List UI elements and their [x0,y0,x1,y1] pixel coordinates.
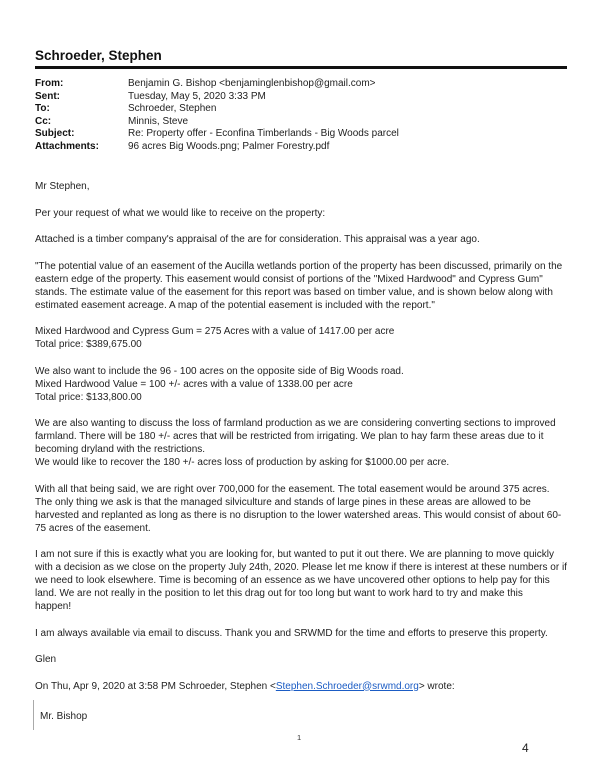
from-label: From: [35,78,64,89]
paragraph-line: Total price: $389,675.00 [35,339,142,350]
quote-indent-bar [33,700,34,730]
cc-row [35,116,575,129]
paragraph-quote [35,260,570,312]
greeting: Mr Stephen, [35,181,90,192]
paragraph-hardwood-cypress [35,325,570,351]
paragraph-line: estimated easement acreage. A map of the potential easement is included with the report." [35,299,435,311]
sent-value: Tuesday, May 5, 2020 3:33 PM [128,90,266,102]
sent-row [35,91,575,104]
paragraph-line: "The potential value of an easement of the Aucilla wetlands portion of the property has been discussed, primarily on the [35,260,563,272]
paragraph-line: farmland. There will be 180 +/- acres that will be restricted from irrigating. We plan to hay farm these areas due to it [35,431,544,442]
paragraph-appraisal: Attached is a timber company's appraisal of the are for consideration. This appraisal was a year ago. [35,234,480,245]
paragraph-line: becoming dryland with the restrictions. [35,444,206,455]
paragraph-availability: I am always available via email to discuss. Thank you and SRWMD for the time and efforts to preserve this property. [35,627,548,639]
header-divider [35,66,567,69]
paragraph-line: 75 acres of the easement. [35,522,151,534]
paragraph-line: With all that being said, we are right over 700,000 for the easement. The total easement would be around 375 acres. [35,483,550,495]
signoff: Glen [35,654,57,665]
to-value: Schroeder, Stephen [128,103,217,115]
paragraph-additional-acres [35,365,570,404]
paragraph-timeline [35,548,570,613]
to-row [35,103,575,116]
email-link[interactable]: Stephen.Schroeder@srwmd.org [275,680,419,692]
to-label: To: [35,103,50,115]
paragraph-line: we need to look elsewhere. Time is becoming of an essence as we have uncovered other options to help pay for this [35,575,550,586]
paragraph-line: happen! [35,601,72,612]
subject-row [35,128,575,141]
subject-value: Re: Property offer - Econfina Timberlands - Big Woods parcel [128,128,399,140]
from-row [35,78,575,91]
paragraph-line: We are also wanting to discuss the loss of farmland production as we are considering converting sections to improved [35,418,556,429]
subject-label: Subject: [35,128,75,140]
paragraph-line: I am not sure if this is exactly what you are looking for, but wanted to put it out there. We are planning to move quickly [35,549,554,560]
paragraph-farmland [35,417,570,469]
paragraph-total-easement [35,483,570,535]
from-value: Benjamin G. Bishop <benjaminglenbishop@gmail.com> [128,78,376,89]
cc-label: Cc: [35,115,52,127]
attachments-value: 96 acres Big Woods.png; Palmer Forestry.pdf [128,140,330,152]
email-body [35,180,570,706]
paragraph-line: stands. The estimate value of the easement for this report was based on timber value, and is shown below along with [35,286,553,298]
paragraph-request: Per your request of what we would like to receive on the property: [35,207,326,219]
page-number: 1 [297,733,302,742]
quoted-reply-intro [35,680,570,693]
paragraph-line: Mixed Hardwood Value = 100 +/- acres with a value of 1338.00 per acre [35,378,353,390]
paragraph-line: Mixed Hardwood and Cypress Gum = 275 Acres with a value of 1417.00 per acre [35,326,395,337]
paragraph-line: Total price: $133,800.00 [35,391,142,403]
paragraph-line: The only thing we ask is that the managed silviculture and stands of large pines in these areas are allowed to be [35,496,531,508]
document-stamp-number: 4 [522,741,529,755]
paragraph-line: We would like to recover the 180 +/- acres loss of production by asking for $1000.00 per acre. [35,457,450,468]
attachments-row [35,141,575,154]
attachments-label: Attachments: [35,140,99,152]
paragraph-line: with a decision as we close on the property July 24th, 2020. Please let me know if there is interest at these numbers or if [35,562,567,573]
paragraph-line: harvested and replanted as long as there is no disruption to the lower watershed areas. This would consist of about 60- [35,509,562,521]
cc-value: Minnis, Steve [128,115,189,127]
quoted-greeting: Mr. Bishop [40,711,88,722]
paragraph-line: eastern edge of the property. This easement would consist of portions of the "Mixed Hardwood" and Cypress Gum" [35,273,543,285]
quote-intro-suffix: > wrote: [418,680,455,692]
sender-name-heading: Schroeder, Stephen [35,48,162,63]
paragraph-line: We also want to include the 96 - 100 acres on the opposite side of Big Woods road. [35,365,404,377]
paragraph-line: land. We are not really in the position to let this drag out for too long but want to work hard to try and make this [35,588,523,599]
email-header-fields [35,78,575,154]
quote-intro-prefix: On Thu, Apr 9, 2020 at 3:58 PM Schroeder, Stephen < [35,680,276,692]
sent-label: Sent: [35,90,60,102]
